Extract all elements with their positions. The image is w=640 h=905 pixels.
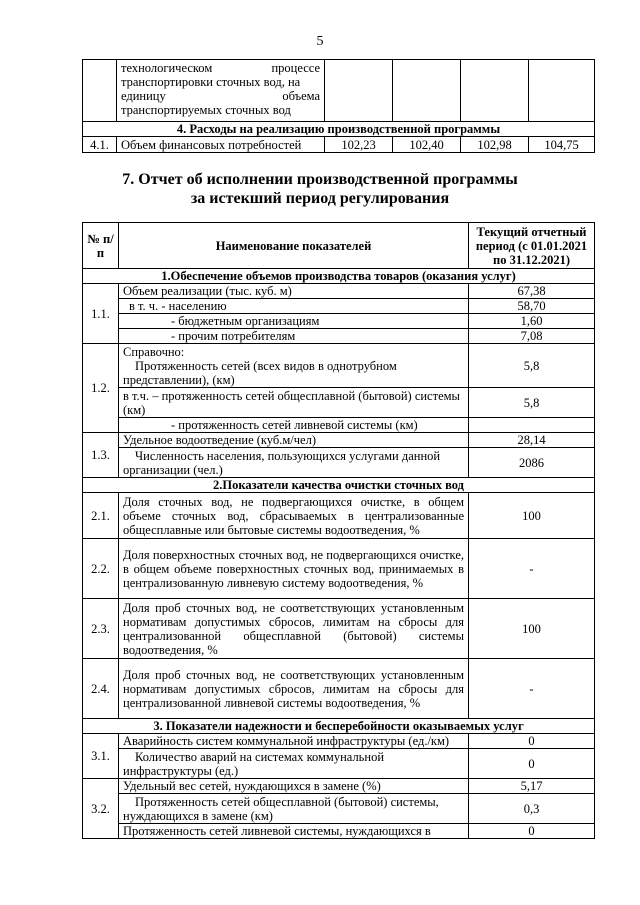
indicator-name: Справочно: Протяженность сетей (всех видов в однотрубном представлении), (км) bbox=[119, 344, 469, 388]
value-cell: 102,23 bbox=[325, 137, 393, 153]
section-2-heading: 2.Показатели качества очистки сточных вод bbox=[83, 478, 595, 493]
indicator-name: Доля проб сточных вод, не соответствующих установленным нормативам допустимых сбросов, лимитам на сбросы для централизованной ливневой системы водоотведения, % bbox=[119, 659, 469, 719]
header-name: Наименование показателей bbox=[119, 223, 469, 269]
value-cell: 0,3 bbox=[469, 794, 595, 824]
table-row bbox=[83, 433, 595, 448]
value-cell: - bbox=[469, 539, 595, 599]
header-period: Текущий отчетный период (с 01.01.2021 по 31.12.2021) bbox=[469, 223, 595, 269]
value-cell: 100 bbox=[469, 493, 595, 539]
value-cell: 0 bbox=[469, 749, 595, 779]
table-row bbox=[83, 314, 595, 329]
table-row bbox=[83, 539, 595, 599]
row-number: 1.2. bbox=[83, 344, 119, 433]
indicator-name: Протяженность сетей ливневой системы, нуждающихся в bbox=[119, 824, 469, 839]
value-cell: 102,98 bbox=[461, 137, 529, 153]
table-row bbox=[83, 824, 595, 839]
section-row bbox=[83, 719, 595, 734]
indicator-name: Доля проб сточных вод, не соответствующих установленным нормативам допустимых сбросов, лимитам на сбросы для централизованной общесплавной (бытовой) системы водоотведения, % bbox=[119, 599, 469, 659]
row-number: 2.3. bbox=[83, 599, 119, 659]
row-number: 2.2. bbox=[83, 539, 119, 599]
table-header-row bbox=[83, 223, 595, 269]
indicator-name: Численность населения, пользующихся услугами данной организации (чел.) bbox=[119, 448, 469, 478]
value-cell: 5,8 bbox=[469, 344, 595, 388]
row-number: 2.4. bbox=[83, 659, 119, 719]
table-row bbox=[83, 734, 595, 749]
indicator-name: Доля поверхностных сточных вод, не подвергающихся очистке, в общем объеме поверхностных сточных вод, принимаемых в централизованную ливневую систему водоотведения, % bbox=[119, 539, 469, 599]
value-cell: 104,75 bbox=[529, 137, 595, 153]
value-cell: 2086 bbox=[469, 448, 595, 478]
indicator-name: - прочим потребителям bbox=[119, 329, 469, 344]
table-row bbox=[83, 418, 595, 433]
value-cell: 102,40 bbox=[393, 137, 461, 153]
section-row bbox=[83, 478, 595, 493]
value-cell: 67,38 bbox=[469, 284, 595, 299]
program-report-table bbox=[82, 222, 595, 839]
table-row bbox=[83, 794, 595, 824]
row-number: 4.1. bbox=[83, 137, 117, 153]
section-3-heading: 3. Показатели надежности и бесперебойности оказываемых услуг bbox=[83, 719, 595, 734]
table-row bbox=[83, 122, 595, 137]
report-title: 7. Отчет об исполнении производственной программы за истекший период регулирования bbox=[122, 171, 518, 207]
table-row bbox=[83, 60, 595, 122]
value-cell bbox=[469, 418, 595, 433]
indicator-name: Количество аварий на системах коммунальной инфраструктуры (ед.) bbox=[119, 749, 469, 779]
indicator-name: в т.ч. – протяженность сетей общесплавной (бытовой) системы (км) bbox=[119, 388, 469, 418]
indicator-name: Удельное водоотведение (куб.м/чел) bbox=[119, 433, 469, 448]
indicator-name: Протяженность сетей общесплавной (бытовой) системы, нуждающихся в замене (км) bbox=[119, 794, 469, 824]
table-row bbox=[83, 493, 595, 539]
section-4-heading: 4. Расходы на реализацию производственной программы bbox=[83, 122, 595, 137]
section-row bbox=[83, 269, 595, 284]
indicator-name: - протяженность сетей ливневой системы (км) bbox=[119, 418, 469, 433]
value-cell: 0 bbox=[469, 734, 595, 749]
row-number: 1.3. bbox=[83, 433, 119, 478]
indicator-name: Объем финансовых потребностей bbox=[117, 137, 325, 153]
indicator-name: в т. ч. - населению bbox=[119, 299, 469, 314]
table-row bbox=[83, 448, 595, 478]
table-row bbox=[83, 344, 595, 388]
value-cell: 5,8 bbox=[469, 388, 595, 418]
table-row bbox=[83, 329, 595, 344]
row-number: 1.1. bbox=[83, 284, 119, 344]
section-1-heading: 1.Обеспечение объемов производства товаров (оказания услуг) bbox=[83, 269, 595, 284]
indicator-name: Удельный вес сетей, нуждающихся в замене (%) bbox=[119, 779, 469, 794]
value-cell: 1,60 bbox=[469, 314, 595, 329]
value-cell: 100 bbox=[469, 599, 595, 659]
header-number: № п/п bbox=[83, 223, 119, 269]
table-row bbox=[83, 749, 595, 779]
production-program-table-continued bbox=[82, 59, 595, 153]
value-cell: - bbox=[469, 659, 595, 719]
table-row bbox=[83, 299, 595, 314]
indicator-name: Аварийность систем коммунальной инфраструктуры (ед./км) bbox=[119, 734, 469, 749]
indicator-name: - бюджетным организациям bbox=[119, 314, 469, 329]
indicator-name: Объем реализации (тыс. куб. м) bbox=[119, 284, 469, 299]
value-cell: 28,14 bbox=[469, 433, 595, 448]
indicator-name: Доля сточных вод, не подвергающихся очистке, в общем объеме сточных вод, сбрасываемых в централизованные общесплавные или бытовые системы водоотведения, % bbox=[119, 493, 469, 539]
table-row bbox=[83, 659, 595, 719]
value-cell: 58,70 bbox=[469, 299, 595, 314]
value-cell: 0 bbox=[469, 824, 595, 839]
table-row bbox=[83, 137, 595, 153]
row-number: 3.1. bbox=[83, 734, 119, 779]
value-cell: 5,17 bbox=[469, 779, 595, 794]
row-number: 3.2. bbox=[83, 779, 119, 839]
continued-indicator-name: технологическом процессе транспортировки сточных вод, на единицу объема транспортируемых сточных вод bbox=[117, 60, 325, 122]
page-number: 5 bbox=[316, 34, 324, 49]
table-row bbox=[83, 388, 595, 418]
table-row bbox=[83, 599, 595, 659]
table-row bbox=[83, 779, 595, 794]
row-number: 2.1. bbox=[83, 493, 119, 539]
table-row bbox=[83, 284, 595, 299]
value-cell: 7,08 bbox=[469, 329, 595, 344]
